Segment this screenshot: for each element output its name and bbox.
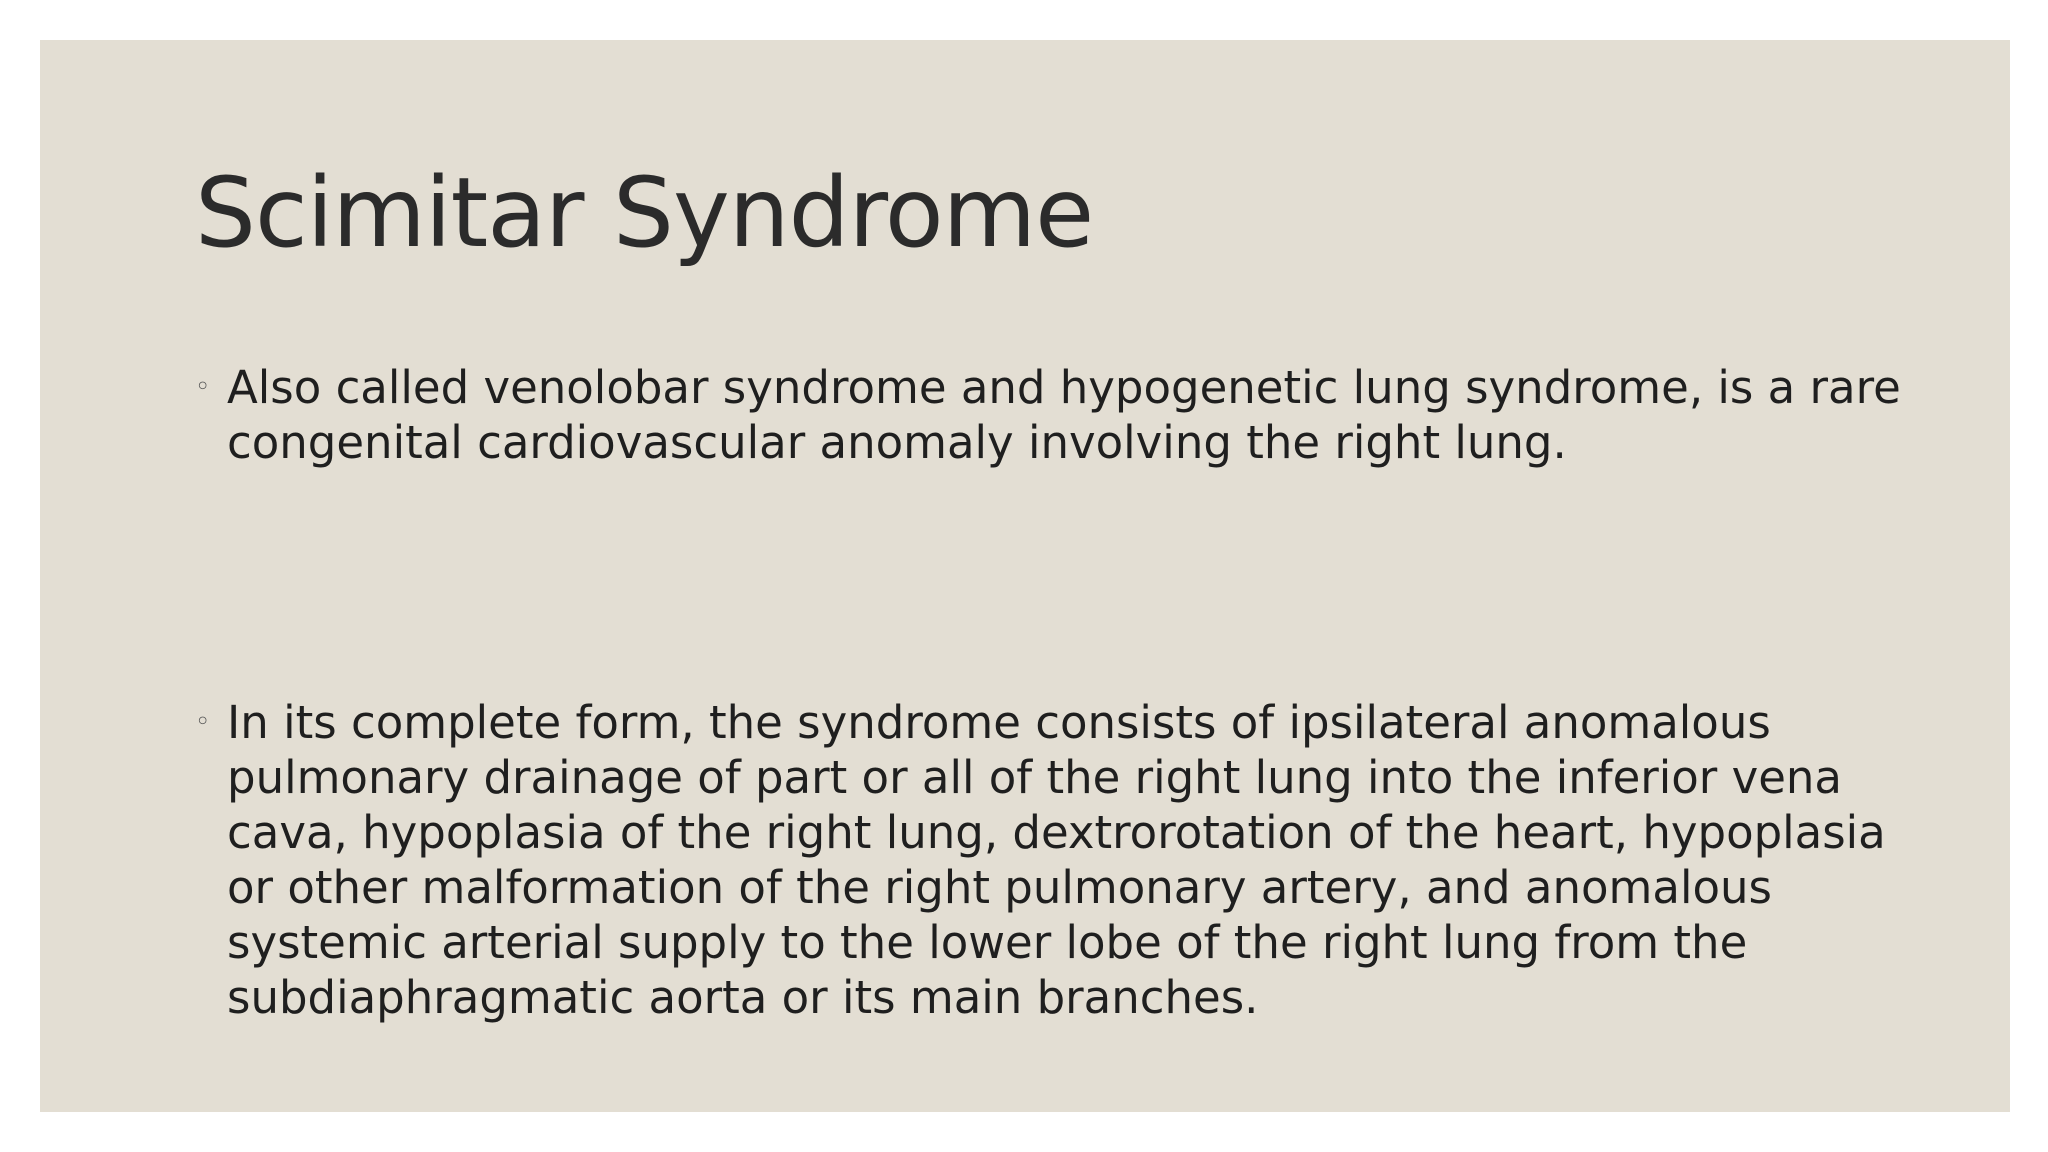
bullet-item [195, 695, 1915, 1025]
bullet-circle-icon: ◦ [195, 707, 211, 737]
slide-title: Scimitar Syndrome [195, 157, 1094, 269]
bullet-text: Also called venolobar syndrome and hypogenetic lung syndrome, is a rare congenital cardiovascular anomaly involving the right lung. [227, 361, 1901, 469]
bullet-item [195, 360, 1915, 470]
slide [40, 40, 2010, 1112]
bullet-text: In its complete form, the syndrome consists of ipsilateral anomalous pulmonary drainage of part or all of the right lung into the inferior vena cava, hypoplasia of the right lung, dextrorotation of the heart, hypoplasia or other malformation of the right pulmonary artery, and anomalous systemic arterial supply to the lower lobe of the right lung from the subdiaphragmatic aorta or its main branches. [227, 696, 1886, 1024]
bullet-circle-icon: ◦ [195, 372, 211, 402]
